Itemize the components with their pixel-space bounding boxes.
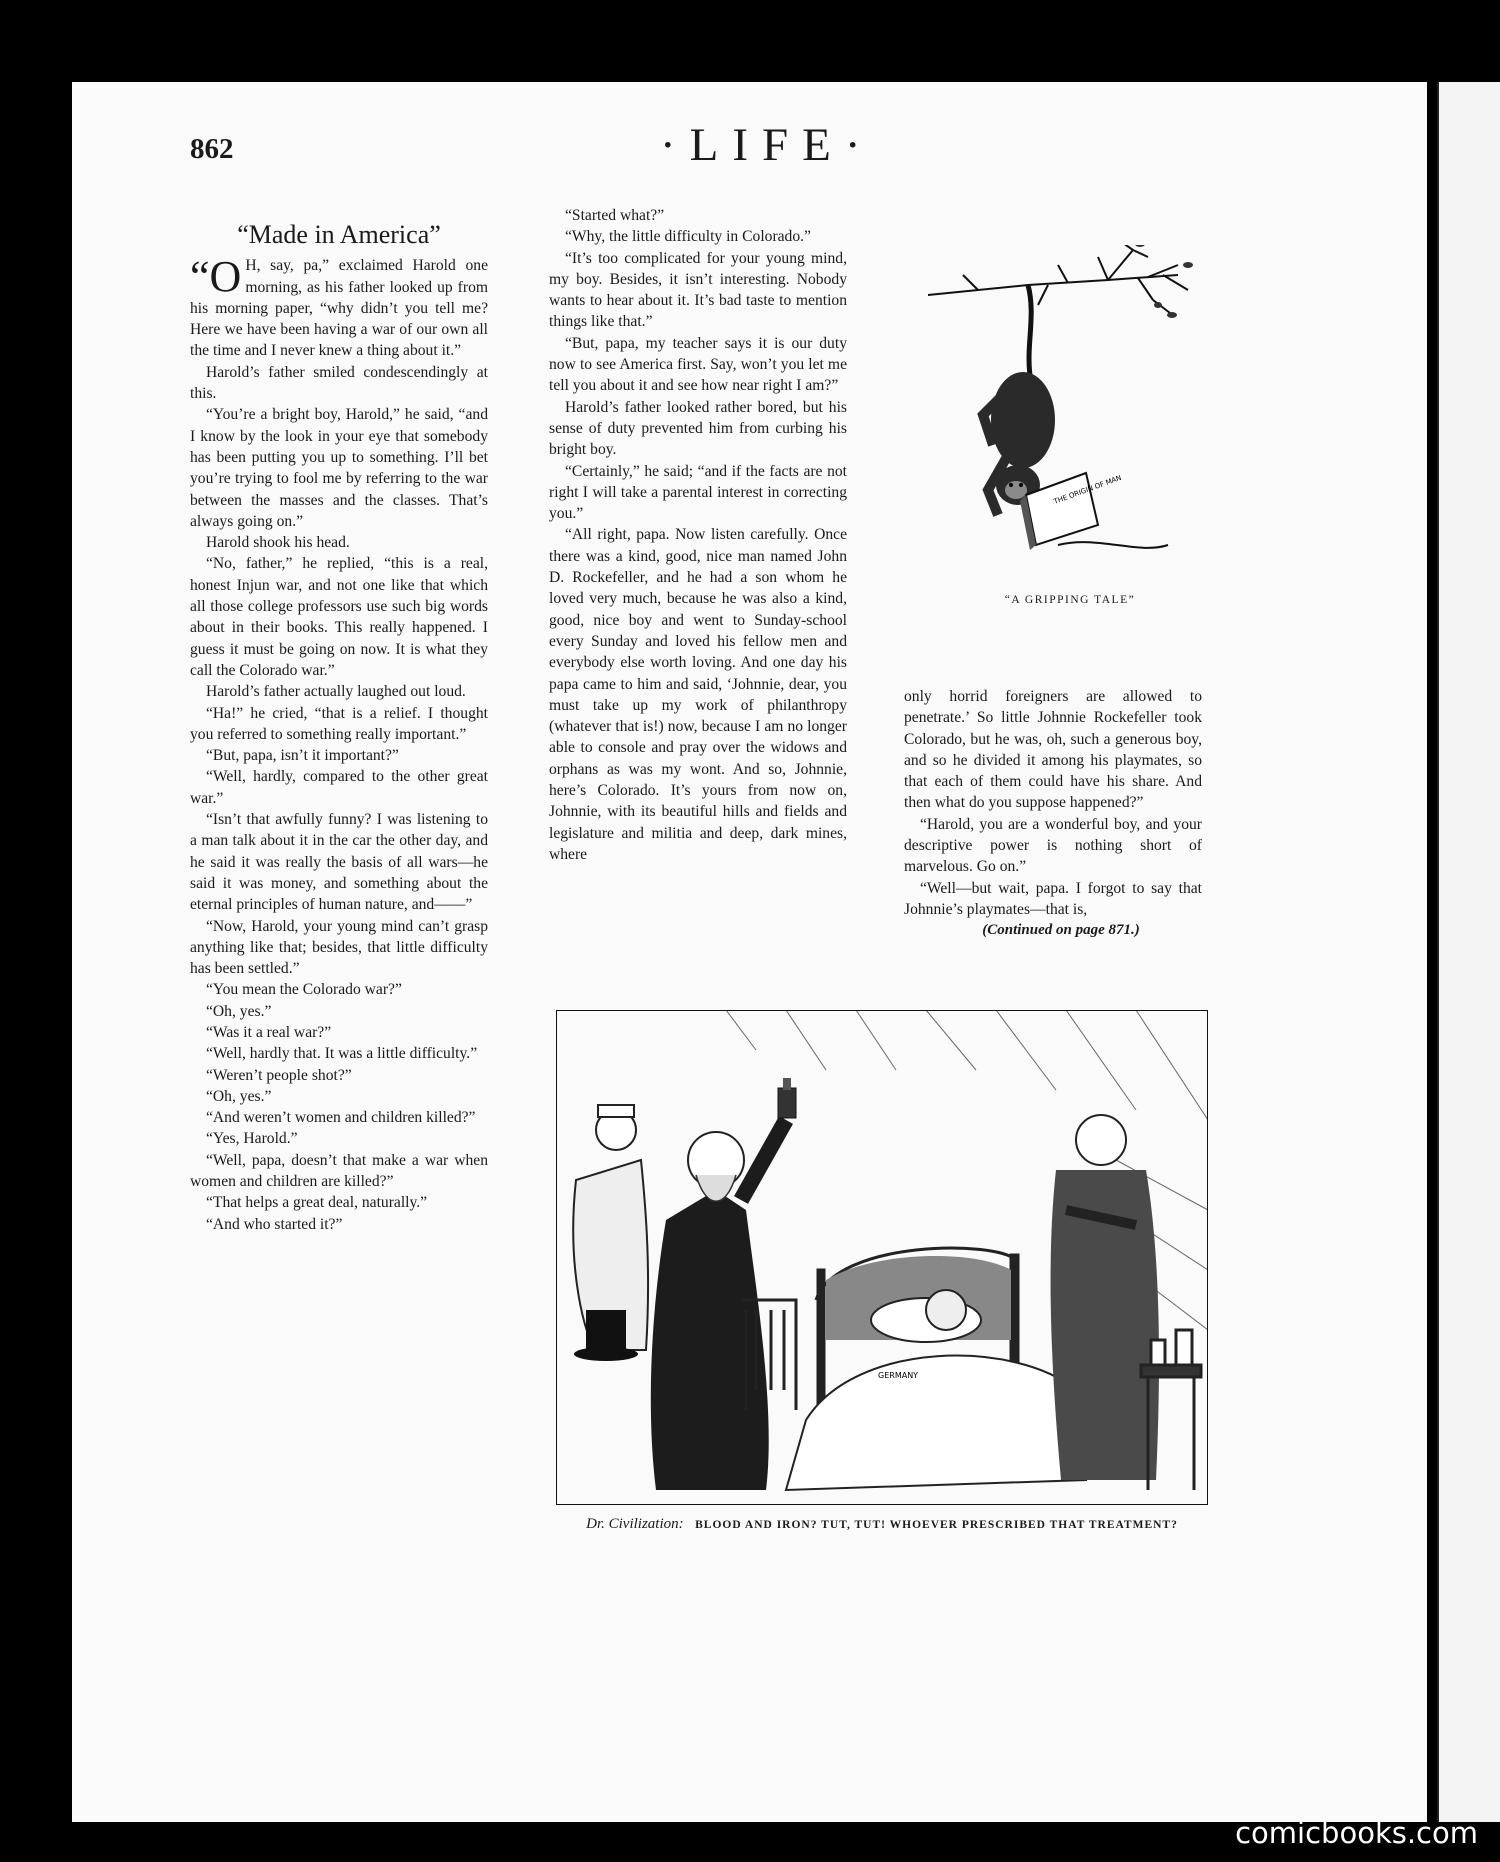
cartoon-bottom-caption [556, 1515, 1208, 1534]
next-page-edge [1437, 82, 1500, 1822]
article-paragraph: “You mean the Colorado war?” [206, 981, 402, 999]
article-paragraph: “And weren’t women and children killed?” [206, 1109, 476, 1127]
article-paragraph: Harold’s father smiled condescendingly at this. [190, 363, 488, 403]
article-paragraph: “You’re a bright boy, Harold,” he said, “and I know by the look in your eye that somebody has been putting you up to something. I’ll bet you’re trying to fool me by referring to the war between the masses and the classes. That’s always going on.” [190, 406, 488, 530]
magazine-title: ·LIFE· [660, 119, 875, 171]
article-paragraph: “Why, the little difficulty in Colorado.” [565, 228, 811, 246]
dropcap: “O [190, 252, 242, 302]
article-paragraph: “Ha!” he cried, “that is a relief. I thought you referred to something really important.” [190, 704, 488, 743]
article-paragraph: “All right, papa. Now listen carefully. Once there was a kind, good, nice man named John D. Rockefeller, and he had a son whom he loved very much, because he was also a kind, good, nice boy and went to Sunday-school every Sunday and loved his fellow men and everybody else worth loving. And one day his papa came to him and said, ‘Johnnie, dear, you must take up my work of philanthropy (whatever that is!) now, because I am no longer able to console and pray over the widows and orphans as was my wont. And so, Johnnie, here’s Colorado. It’s yours from now on, Johnnie, with its beautiful hills and fields and legislature and militia and deep, dark mines, where [549, 526, 847, 863]
article-paragraph: only horrid foreigners are allowed to penetrate.’ So little Johnnie Rockefeller took Colorado, but he was, oh, such a generous boy, and so he divided it among his playmates, so that each of them could have his share. And then what do you suppose happened?” [904, 688, 1202, 812]
caption-speaker: Dr. Civilization: [586, 1516, 684, 1532]
article-paragraph: “Isn’t that awfully funny? I was listening to a man talk about it in the car the other day, and he said it was really the basis of all wars—he said it was money, and something about the eternal principles of human nature, and——” [190, 811, 488, 914]
cartoon-top-caption [920, 590, 1220, 608]
article-paragraph: “Now, Harold, your young mind can’t grasp anything like that; besides, that little difficulty has been settled.” [190, 917, 488, 978]
article-title: “Made in America” [237, 220, 441, 249]
article-paragraph: “Was it a real war?” [206, 1023, 332, 1041]
article-paragraph: “Harold, you are a wonderful boy, and your descriptive power is nothing short of marvelous. Go on.” [904, 815, 1202, 876]
dr-civilization-illustration [556, 1010, 1208, 1505]
article-paragraph: “Oh, yes.” [206, 1002, 272, 1020]
paragraph-text: H, say, pa,” exclaimed Harold one morning, as his father looked up from his morning paper, “why didn’t you tell me? Here we have been having a war of our own all the time and I never knew a thing about it.” [190, 257, 488, 360]
gripping-tale-illustration [908, 245, 1208, 580]
article-column-2 [549, 205, 847, 865]
page-number: 862 [190, 133, 234, 165]
article-paragraph [190, 252, 488, 361]
article-paragraph: “Well, hardly, compared to the other great war.” [190, 768, 488, 807]
article-paragraph: “Started what?” [565, 207, 665, 224]
article-paragraph: “Well, papa, doesn’t that make a war when women and children are killed?” [190, 1151, 488, 1191]
article-column-3 [904, 686, 1202, 942]
article-paragraph: Harold’s father actually laughed out loud. [206, 683, 466, 701]
article-paragraph: “It’s too complicated for your young mind, my boy. Besides, it isn’t interesting. Nobody wants to hear about it. It’s bad taste to mention things like that.” [549, 249, 847, 331]
article-paragraph: “Well—but wait, papa. I forgot to say that Johnnie’s playmates—that is, [904, 879, 1202, 918]
site-watermark: comicbooks.com [1235, 1816, 1478, 1850]
article-paragraph: Harold’s father looked rather bored, but his sense of duty prevented him from curbing his bright boy. [549, 398, 847, 459]
article-paragraph: “But, papa, isn’t it important?” [206, 747, 399, 765]
article-paragraph: “No, father,” he replied, “this is a real, honest Injun war, and not one like that which all those college professors use such big words about in their books. This really happened. I guess it must be going on now. It is what they call the Colorado war.” [190, 555, 488, 679]
article-paragraph: “Yes, Harold.” [206, 1130, 298, 1148]
article-paragraph: Harold shook his head. [206, 534, 350, 552]
patient-label: GERMANY [878, 1371, 919, 1380]
book-title-text: THE ORIGIN OF MAN [1052, 473, 1123, 506]
article-paragraph: “Weren’t people shot?” [206, 1066, 352, 1084]
continued-note: (Continued on page 871.) [982, 922, 1140, 939]
article-paragraph: “But, papa, my teacher says it is our duty now to see America first. Say, won’t you let me tell you about it and see how near right I am?” [549, 334, 847, 395]
article-paragraph: “Well, hardly that. It was a little difficulty.” [206, 1045, 478, 1063]
article-paragraph: “Oh, yes.” [206, 1087, 272, 1105]
article-paragraph: “That helps a great deal, naturally.” [206, 1194, 428, 1212]
caption-text: BLOOD AND IRON? TUT, TUT! WHOEVER PRESCRIBED THAT TREATMENT? [695, 1519, 1178, 1531]
caption-text: “A GRIPPING TALE” [1004, 594, 1136, 606]
article-paragraph: “And who started it?” [206, 1215, 343, 1233]
article-paragraph: “Certainly,” he said; “and if the facts are not right I will take a parental interest in correcting you.” [549, 462, 847, 523]
article-column-1 [190, 220, 488, 1235]
